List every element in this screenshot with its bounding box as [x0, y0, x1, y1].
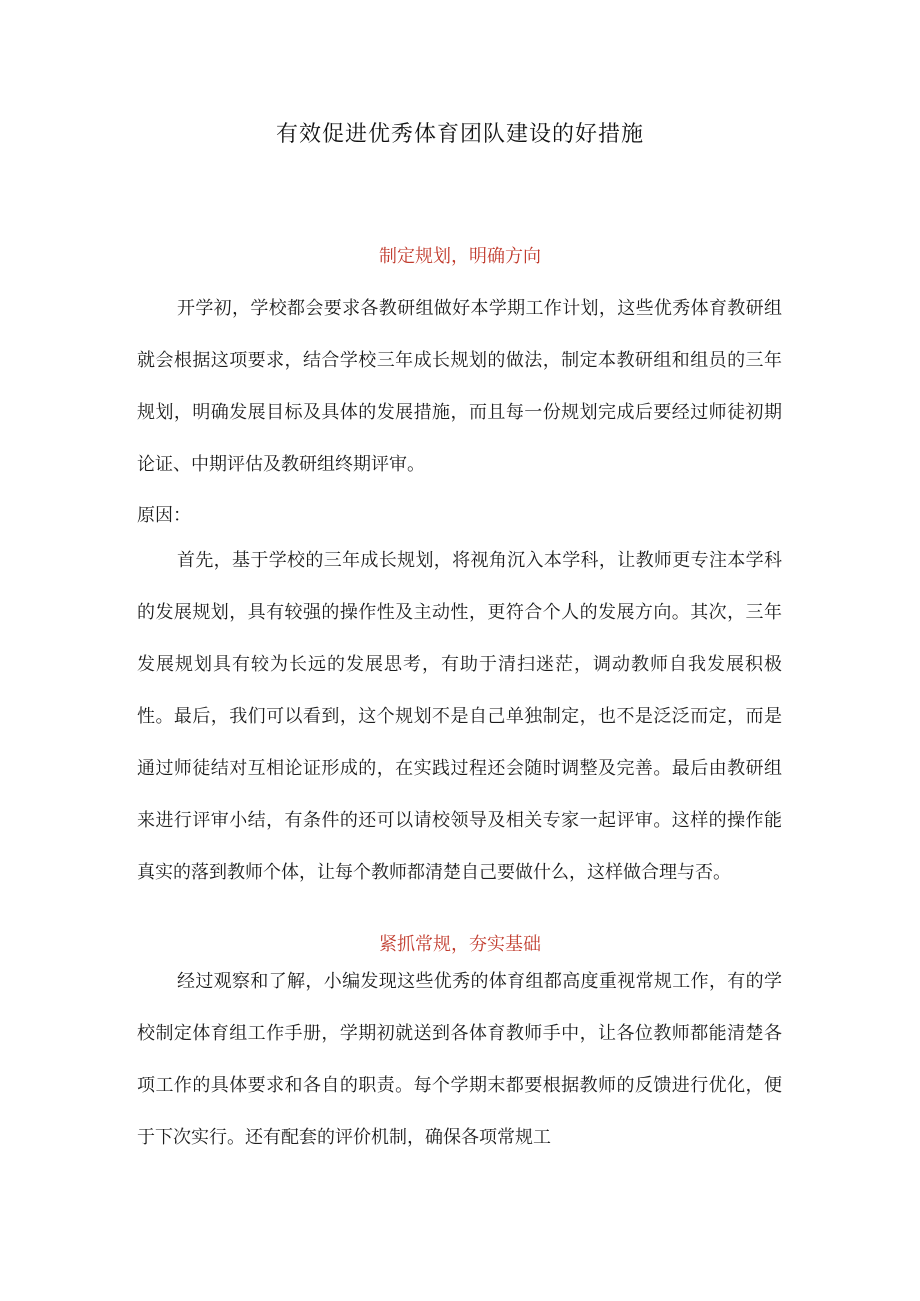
reason-paragraph: 首先，基于学校的三年成长规划，将视角沉入本学科，让教师更专注本学科的发展规划，具有较强的操作性及主动性，更符合个人的发展方向。其次，三年发展规划具有较为长远的发展思考，有助于清扫迷茫，调动教师自我发展积极性。最后，我们可以看到，这个规划不是自己单独制定，也不是泛泛而定，而是通过师徒结对互相论证形成的，在实践过程还会随时调整及完善。最后由教研组来进行评审小结，有条件的还可以请校领导及相关专家一起评审。这样的操作能真实的落到教师个体，让每个教师都清楚自己要做什么，这样做合理与否。 [137, 550, 782, 883]
section-paragraph-routine: 经过观察和了解，小编发现这些优秀的体育组都高度重视常规工作，有的学校制定体育组工作手册，学期初就送到各体育教师手中，让各位教师都能清楚各项工作的具体要求和各自的职责。每个学期末都要根据教师的反馈进行优化，便于下次实行。还有配套的评价机制，确保各项常规工 [137, 971, 782, 1148]
document-title: 有效促进优秀体育团队建设的好措施 [275, 122, 644, 147]
reason-label: 原因： [137, 505, 191, 526]
section-paragraph-planning: 开学初，学校都会要求各教研组做好本学期工作计划，这些优秀体育教研组就会根据这项要求，结合学校三年成长规划的做法，制定本教研组和组员的三年规划，明确发展目标及具体的发展措施，而且每一份规划完成后要经过师徒初期论证、中期评估及教研组终期评审。 [137, 298, 782, 475]
section-heading-planning: 制定规划，明确方向 [379, 246, 541, 267]
section-heading-routine: 紧抓常规，夯实基础 [379, 934, 541, 955]
